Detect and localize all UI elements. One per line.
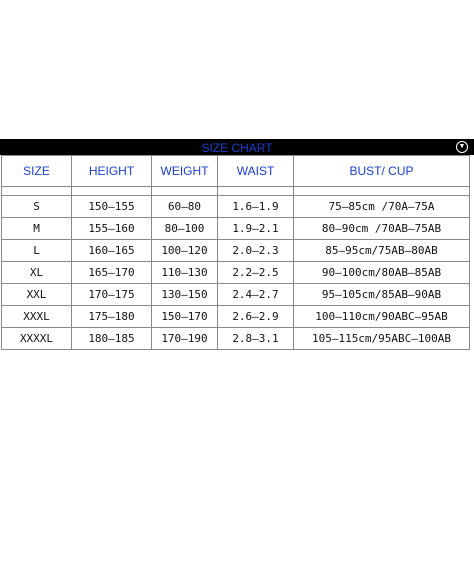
- table-row: [2, 328, 470, 350]
- header-size: SIZE: [2, 156, 72, 187]
- cell-waist: 2.6—2.9: [218, 306, 294, 328]
- table-spacer-row: [2, 187, 470, 196]
- cell-size: L: [2, 240, 72, 262]
- cell-size: M: [2, 218, 72, 240]
- cell-bust-cup: 95—105cm/85AB—90AB: [294, 284, 470, 306]
- cell-bust-cup: 90—100cm/80AB—85AB: [294, 262, 470, 284]
- cell-height: 165—170: [72, 262, 152, 284]
- cell-weight: 150—170: [152, 306, 218, 328]
- cell-weight: 80—100: [152, 218, 218, 240]
- header-weight: WEIGHT: [152, 156, 218, 187]
- cell-size: S: [2, 196, 72, 218]
- cell-height: 150—155: [72, 196, 152, 218]
- cell-bust-cup: 105—115cm/95ABC—100AB: [294, 328, 470, 350]
- cell-waist: 2.0—2.3: [218, 240, 294, 262]
- cell-size: XL: [2, 262, 72, 284]
- cell-weight: 170—190: [152, 328, 218, 350]
- cell-size: XXXL: [2, 306, 72, 328]
- table-header-row: [2, 156, 470, 187]
- header-waist: WAIST: [218, 156, 294, 187]
- cell-size: XXXXL: [2, 328, 72, 350]
- cell-waist: 2.8—3.1: [218, 328, 294, 350]
- table-row: [2, 240, 470, 262]
- size-table: [1, 155, 470, 350]
- table-row: [2, 196, 470, 218]
- cell-waist: 1.9—2.1: [218, 218, 294, 240]
- cell-waist: 2.4—2.7: [218, 284, 294, 306]
- cell-height: 180—185: [72, 328, 152, 350]
- cell-bust-cup: 75—85cm /70A—75A: [294, 196, 470, 218]
- header-bust-cup: BUST/ CUP: [294, 156, 470, 187]
- table-row: [2, 262, 470, 284]
- size-chart-title-bar: [0, 139, 474, 155]
- cell-weight: 60—80: [152, 196, 218, 218]
- cell-waist: 2.2—2.5: [218, 262, 294, 284]
- cell-weight: 100—120: [152, 240, 218, 262]
- cell-weight: 110—130: [152, 262, 218, 284]
- cell-height: 155—160: [72, 218, 152, 240]
- cell-bust-cup: 100—110cm/90ABC—95AB: [294, 306, 470, 328]
- size-chart: [0, 139, 474, 350]
- cell-height: 175—180: [72, 306, 152, 328]
- cell-size: XXL: [2, 284, 72, 306]
- cell-bust-cup: 85—95cm/75AB—80AB: [294, 240, 470, 262]
- cell-waist: 1.6—1.9: [218, 196, 294, 218]
- cell-height: 160—165: [72, 240, 152, 262]
- cell-weight: 130—150: [152, 284, 218, 306]
- cell-bust-cup: 80—90cm /70AB—75AB: [294, 218, 470, 240]
- table-row: [2, 284, 470, 306]
- size-chart-title: SIZE CHART: [201, 141, 273, 155]
- table-row: [2, 218, 470, 240]
- chevron-down-circle-icon[interactable]: ▼: [456, 141, 468, 153]
- header-height: HEIGHT: [72, 156, 152, 187]
- table-row: [2, 306, 470, 328]
- cell-height: 170—175: [72, 284, 152, 306]
